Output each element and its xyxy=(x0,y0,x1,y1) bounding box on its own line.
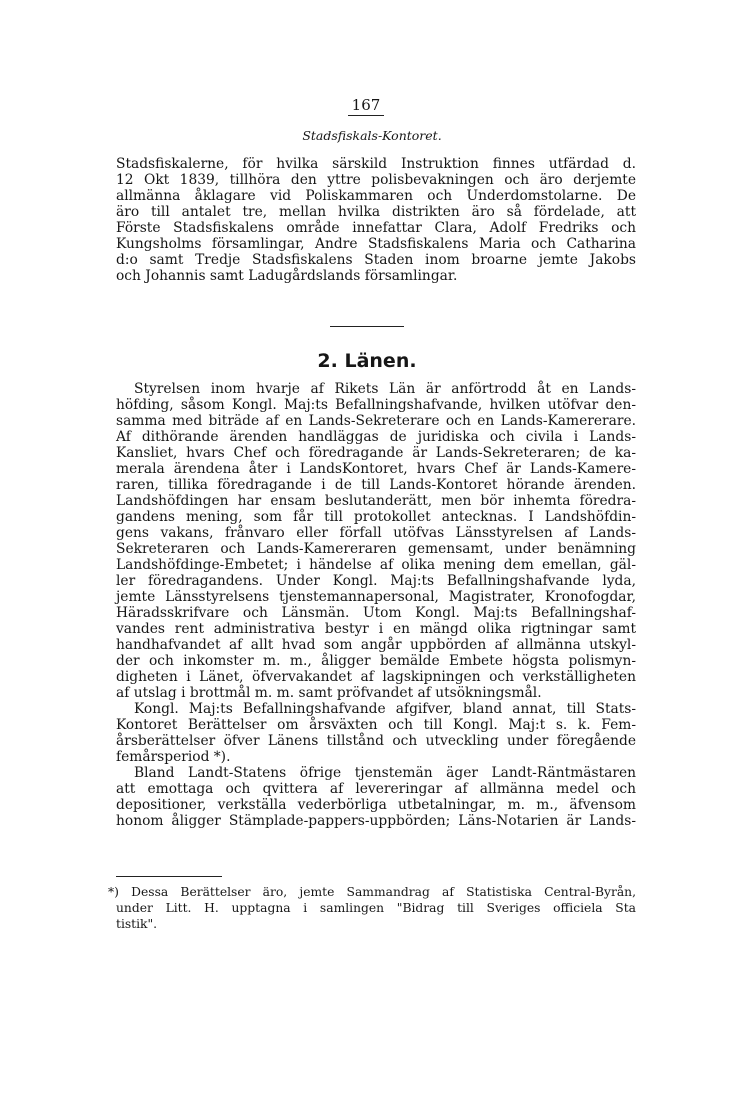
text-line: Landshöfdinge-Embetet; i händelse af olika mening dem emellan, gäl- xyxy=(116,557,636,573)
text-line: vandes rent administrativa bestyr i en mängd olika rigtningar samt xyxy=(116,621,636,637)
text-line: och Johannis samt Ladugårdslands församlingar. xyxy=(116,268,458,284)
text-line: allmänna åklagare vid Poliskammaren och Underdomstolarne. De xyxy=(116,188,636,204)
text-line: Häradsskrifvare och Länsmän. Utom Kongl. Maj:ts Befallningshaf- xyxy=(116,605,636,621)
text-line: att emottaga och qvittera af levereringar af allmänna medel och xyxy=(116,781,636,797)
office-heading: Stadsfiskals-Kontoret. xyxy=(302,128,442,143)
text-line: Kontoret Berättelser om årsväxten och till Kongl. Maj:t s. k. Fem- xyxy=(116,717,636,733)
text-line: 12 Okt 1839, tillhöra den yttre polisbevakningen och äro derjemte xyxy=(116,172,636,188)
text-line: merala ärendena åter i LandsKontoret, hvars Chef är Lands-Kamere- xyxy=(116,461,636,477)
text-line: Af dithörande ärenden handläggas de juridiska och civila i Lands- xyxy=(116,429,636,445)
text-line: handhafvandet af allt hvad som angår uppbörden af allmänna utskyl- xyxy=(116,637,636,653)
text-line: Landshöfdingen har ensam beslutanderätt, men bör inhemta föredra- xyxy=(116,493,636,509)
text-line: Kungsholms församlingar, Andre Stadsfiskalens Maria och Catharina xyxy=(116,236,636,252)
text-line: Kongl. Maj:ts Befallningshafvande afgifver, bland annat, till Stats- xyxy=(134,701,636,717)
text-line: af utslag i brottmål m. m. samt pröfvandet af utsökningsmål. xyxy=(116,685,542,701)
text-line: Förste Stadsfiskalens område innefattar Clara, Adolf Fredriks och xyxy=(116,220,636,236)
text-line: honom åligger Stämplade-pappers-uppbörden; Läns-Notarien är Lands- xyxy=(116,813,636,829)
footnote-line: under Litt. H. upptagna i samlingen "Bidrag till Sveriges officiela Sta xyxy=(116,901,636,915)
paragraph-stadsfiskalerne xyxy=(116,156,636,284)
paragraph-befallningshafvande xyxy=(116,701,636,765)
text-line: gandens mening, som får till protokollet antecknas. I Landshöfdin- xyxy=(116,509,636,525)
footnote-line: *) Dessa Berättelser äro, jemte Sammandrag af Statistiska Central-Byrån, xyxy=(108,885,636,899)
text-line: äro till antalet tre, mellan hvilka distrikten äro så fördelade, att xyxy=(116,204,636,220)
text-line: Styrelsen inom hvarje af Rikets Län är anförtrodd åt en Lands- xyxy=(134,381,636,397)
paragraph-styrelsen xyxy=(116,381,636,701)
text-line: depositioner, verkställa vederbörliga utbetalningar, m. m., äfvensom xyxy=(116,797,636,813)
paragraph-landt-staten xyxy=(116,765,636,829)
section-body xyxy=(116,381,636,829)
text-line: höfding, såsom Kongl. Maj:ts Befallningshafvande, hvilken utöfvar den- xyxy=(116,397,636,413)
text-line: gens vakans, frånvaro eller förfall utöfvas Länsstyrelsen af Lands- xyxy=(116,525,636,541)
text-line: femårsperiod *). xyxy=(116,749,231,765)
page-number-rule xyxy=(348,115,384,116)
page-number: 167 xyxy=(351,96,381,114)
text-line: jemte Länsstyrelsens tjenstemannapersonal, Magistrater, Kronofogdar, xyxy=(116,589,636,605)
text-line: Stadsfiskalerne, för hvilka särskild Instruktion finnes utfärdad d. xyxy=(116,156,636,172)
text-line: Sekreteraren och Lands-Kamereraren gemensamt, under benämning xyxy=(116,541,636,557)
text-line: samma med biträde af en Lands-Sekreterare och en Lands-Kamererare. xyxy=(116,413,636,429)
text-line: årsberättelser öfver Länens tillstånd och utveckling under föregående xyxy=(116,733,636,749)
text-line: d:o samt Tredje Stadsfiskalens Staden inom broarne jemte Jakobs xyxy=(116,252,636,268)
text-line: ler föredragandens. Under Kongl. Maj:ts Befallningshafvande lyda, xyxy=(116,573,636,589)
section-heading: 2. Länen. xyxy=(317,350,417,372)
section-divider xyxy=(330,326,404,327)
footnote-rule xyxy=(116,876,222,877)
text-line: raren, tillika föredragande i de till Lands-Kontoret hörande ärenden. xyxy=(116,477,636,493)
text-line: digheten i Länet, öfvervakandet af lagskipningen och verkställigheten xyxy=(116,669,636,685)
footnote xyxy=(108,884,636,932)
text-line: Bland Landt-Statens öfrige tjenstemän äger Landt-Räntmästaren xyxy=(134,765,636,781)
text-line: der och inkomster m. m., åligger bemälde Embete högsta polismyn- xyxy=(116,653,636,669)
text-line: Kansliet, hvars Chef och föredragande är Lands-Sekreteraren; de ka- xyxy=(116,445,636,461)
footnote-line: tistik". xyxy=(116,917,158,931)
